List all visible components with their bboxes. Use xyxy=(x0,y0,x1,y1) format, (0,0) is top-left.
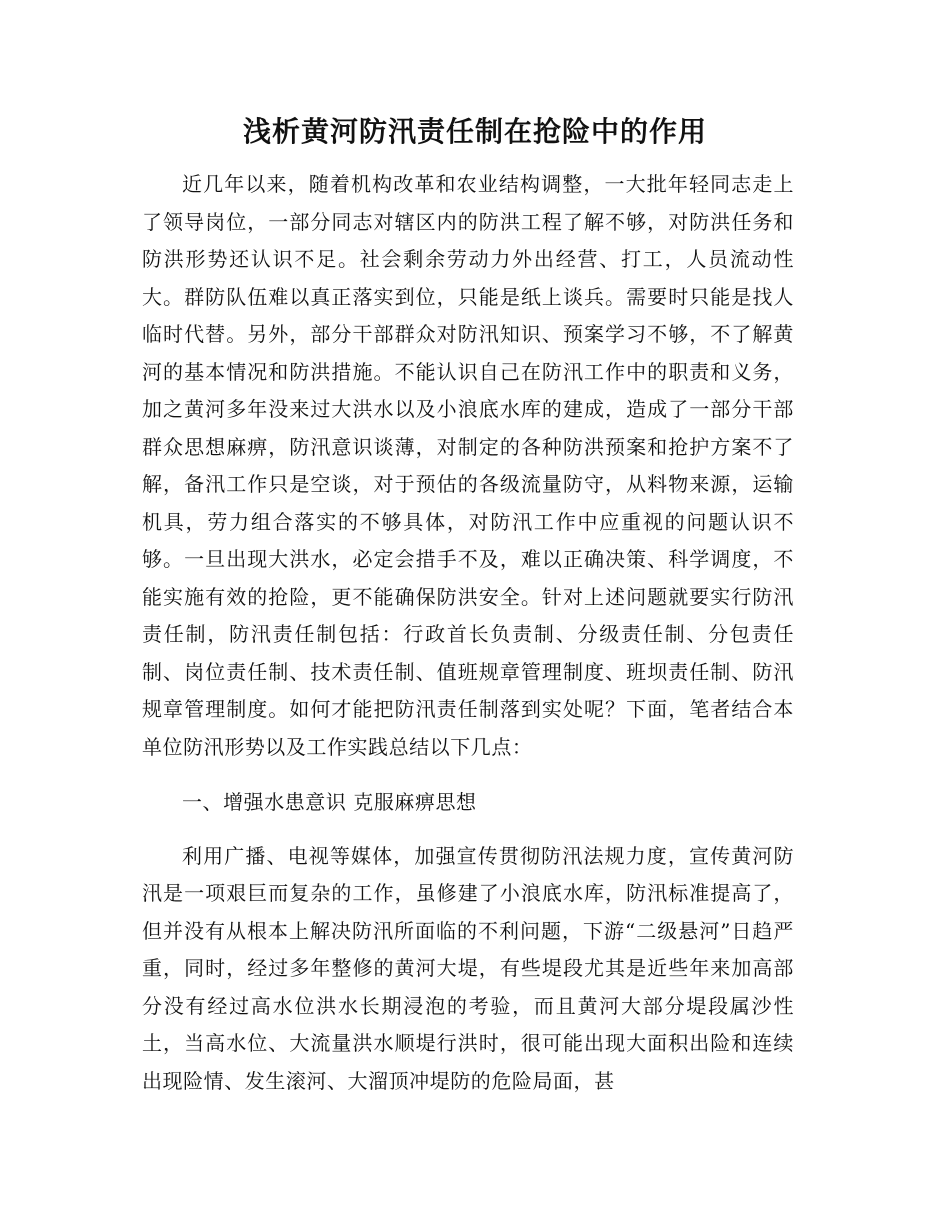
document-body xyxy=(142,166,794,1100)
section-paragraph: 利用广播、电视等媒体，加强宣传贯彻防汛法规力度，宣传黄河防汛是一项艰巨而复杂的工作，虽修建了小浪底水库，防汛标准提高了，但并没有从根本上解决防汛所面临的不利问题，下游“二级悬河”日趋严重，同时，经过多年整修的黄河大堤，有些堤段尤其是近些年来加高部分没有经过高水位洪水长期浸泡的考验，而且黄河大部分堤段属沙性土，当高水位、大流量洪水顺堤行洪时，很可能出现大面积出险和连续出现险情、发生滚河、大溜顶冲堤防的危险局面，甚 xyxy=(142,843,794,1093)
document-title: 浅析黄河防汛责任制在抢险中的作用 xyxy=(242,115,707,148)
intro-paragraph: 近几年以来，随着机构改革和农业结构调整，一大批年轻同志走上了领导岗位，一部分同志对辖区内的防洪工程了解不够，对防洪任务和防洪形势还认识不足。社会剩余劳动力外出经营、打工，人员流动性大。群防队伍难以真正落实到位，只能是纸上谈兵。需要时只能是找人临时代替。另外，部分干部群众对防汛知识、预案学习不够，不了解黄河的基本情况和防洪措施。不能认识自己在防汛工作中的职责和义务，加之黄河多年没来过大洪水以及小浪底水库的建成，造成了一部分干部群众思想麻痹，防汛意识谈薄，对制定的各种防洪预案和抢护方案不了解，备汛工作只是空谈，对于预估的各级流量防守，从料物来源，运输机具，劳力组合落实的不够具体，对防汛工作中应重视的问题认识不够。一旦出现大洪水，必定会措手不及，难以正确决策、科学调度，不能实施有效的抢险，更不能确保防洪安全。针对上述问题就要实行防汛责任制，防汛责任制包括：行政首长负责制、分级责任制、分包责任制、岗位责任制、技术责任制、值班规章管理制度、班坝责任制、防汛规章管理制度。如何才能把防汛责任制落到实处呢？下面，笔者结合本单位防汛形势以及工作实践总结以下几点： xyxy=(142,172,794,759)
section-heading: 一、增强水患意识 克服麻痹思想 xyxy=(182,790,477,814)
